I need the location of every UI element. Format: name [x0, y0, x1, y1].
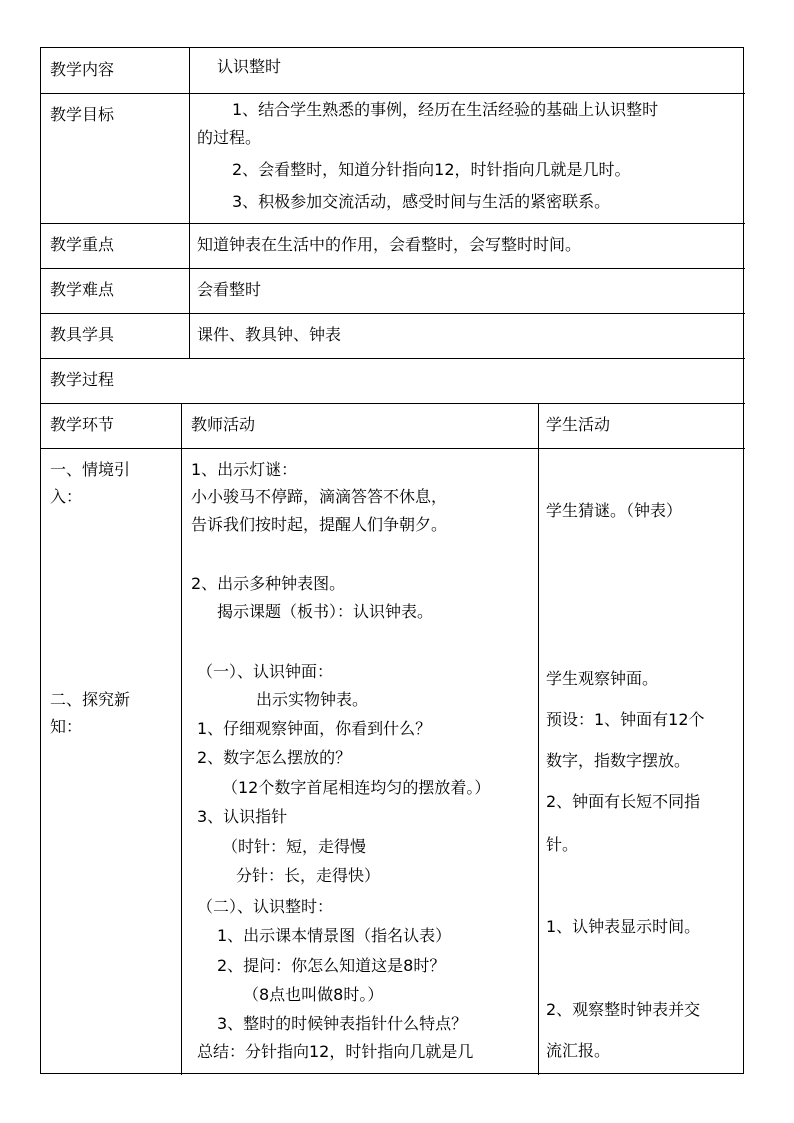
row-divider: [41, 403, 745, 404]
teacher-line: 3、整时的时候钟表指针什么特点？: [217, 1014, 468, 1033]
teacher-line: （时针：短，走得慢: [222, 837, 367, 856]
column-divider: [538, 403, 539, 1075]
key-points-value: 知道钟表在生活中的作用，会看整时，会写整时时间。: [197, 235, 582, 254]
objective-item: 的过程。: [197, 128, 262, 147]
difficulties-value: 会看整时: [197, 280, 262, 299]
teacher-header: 教师活动: [191, 415, 256, 434]
row-divider: [41, 268, 745, 269]
stage-line: 二、探究新: [50, 690, 131, 709]
teacher-line: 2、出示多种钟表图。: [191, 574, 346, 593]
content-label: 教学内容: [50, 60, 115, 79]
student-line: 预设：1、钟面有12个: [546, 710, 705, 729]
difficulties-label: 教学难点: [50, 280, 115, 299]
tools-value: 课件、教具钟、钟表: [197, 325, 342, 344]
student-line: 2、观察整时钟表并交: [546, 1000, 701, 1019]
objective-item: 1、结合学生熟悉的事例，经历在生活经验的基础上认识整时: [232, 100, 659, 119]
teacher-line: 3、认识指针: [197, 807, 288, 826]
teacher-line: 小小骏马不停蹄，滴滴答答不休息，: [191, 487, 448, 506]
teacher-line: （12个数字首尾相连均匀的摆放着。）: [222, 778, 491, 797]
teacher-line: 揭示课题（板书）：认识钟表。: [217, 602, 434, 621]
teacher-line: 2、提问：你怎么知道这是8时？: [217, 956, 446, 975]
teacher-line: 1、仔细观察钟面，你看到什么？: [197, 719, 432, 738]
teacher-line: 出示实物钟表。: [256, 690, 369, 709]
process-label: 教学过程: [50, 370, 115, 389]
stage-line: 一、情境引: [50, 460, 131, 479]
student-line: 学生猜谜。（钟表）: [546, 501, 683, 520]
stage-line: 入：: [50, 487, 83, 506]
key-points-label: 教学重点: [50, 235, 115, 254]
student-line: 流汇报。: [546, 1041, 611, 1060]
objective-item: 3、积极参加交流活动，感受时间与生活的紧密联系。: [232, 192, 611, 211]
student-line: 1、认钟表显示时间。: [546, 917, 701, 936]
teacher-line: 2、数字怎么摆放的？: [197, 748, 352, 767]
teacher-line: 总结：分针指向12，时针指向几就是几: [197, 1042, 474, 1061]
tools-label: 教具学具: [50, 325, 115, 344]
teacher-line: （二）、认识整时：: [197, 897, 334, 916]
column-divider: [189, 48, 190, 358]
student-line: 学生观察钟面。: [546, 669, 659, 688]
row-divider: [41, 313, 745, 314]
student-line: 数字，指数字摆放。: [546, 751, 691, 770]
stage-line: 知：: [50, 717, 83, 736]
stage-header: 教学环节: [50, 415, 115, 434]
row-divider: [41, 223, 745, 224]
row-divider: [41, 358, 745, 359]
row-divider: [41, 448, 745, 449]
objectives-label: 教学目标: [50, 105, 115, 124]
teacher-line: 1、出示灯谜：: [191, 460, 298, 479]
objective-item: 2、会看整时，知道分针指向12，时针指向几就是几时。: [232, 160, 631, 179]
teacher-line: 分针：长，走得快）: [236, 866, 381, 885]
teacher-line: （8点也叫做8时。）: [243, 985, 384, 1004]
row-divider: [41, 93, 745, 94]
teacher-line: （一）、认识钟面：: [197, 662, 334, 681]
student-header: 学生活动: [546, 415, 611, 434]
content-value: 认识整时: [217, 57, 282, 76]
teacher-line: 告诉我们按时起，提醒人们争朝夕。: [191, 515, 448, 534]
teacher-line: 1、出示课本情景图（指名认表）: [217, 926, 452, 945]
column-divider: [181, 403, 182, 1075]
student-line: 针。: [546, 835, 579, 854]
student-line: 2、钟面有长短不同指: [546, 792, 701, 811]
